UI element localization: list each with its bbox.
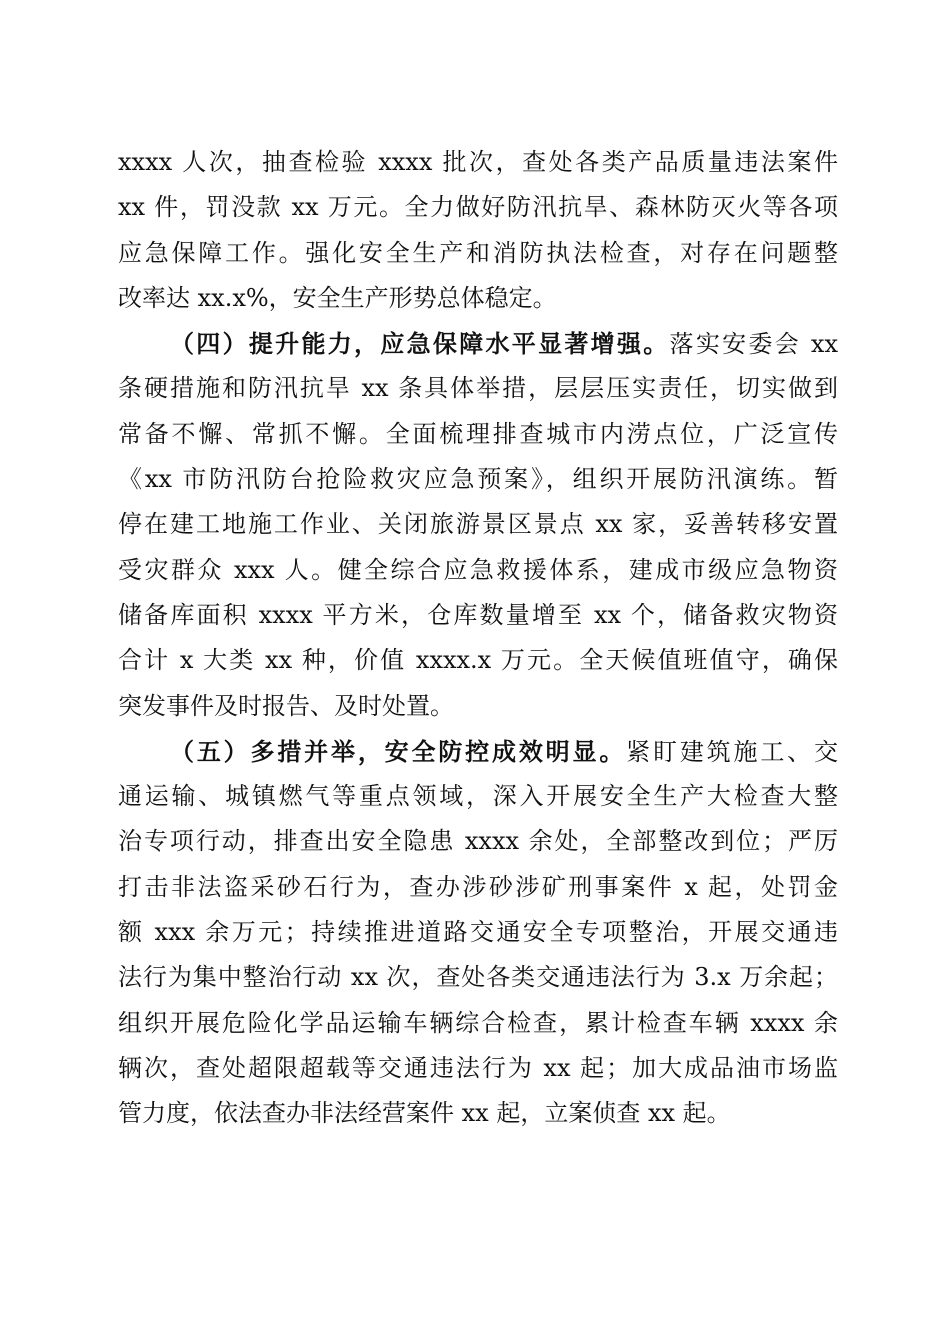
text-line: 法行为集中整治行动 xx 次，查处各类交通违法行为 3.x 万余起； — [118, 963, 838, 992]
paragraph-1 — [118, 140, 838, 321]
paragraph-first-line — [118, 321, 838, 366]
text-line: 治专项行动，排查出安全隐患 xxxx 余处，全部整改到位；严厉 — [118, 827, 838, 856]
text-line: 突发事件及时报告、及时处置。 — [118, 691, 454, 720]
text-run: 紧盯建筑施工、交 — [626, 737, 839, 766]
paragraph-3 — [118, 729, 838, 1137]
paragraph-first-line — [118, 729, 838, 774]
text-line: 应急保障工作。强化安全生产和消防执法检查，对存在问题整 — [118, 238, 838, 267]
text-line: 改率达 xx.x%，安全生产形势总体稳定。 — [118, 283, 557, 312]
paragraph-2 — [118, 321, 838, 729]
body-text — [118, 140, 838, 1137]
text-line: 《xx 市防汛防台抢险救灾应急预案》，组织开展防汛演练。暂 — [118, 465, 838, 494]
paragraph-heading: （五）多措并举，安全防控成效明显。 — [170, 736, 627, 766]
text-line: xxxx 人次，抽查检验 xxxx 批次，查处各类产品质量违法案件 — [118, 148, 838, 176]
text-line: 受灾群众 xxx 人。健全综合应急救援体系，建成市级应急物资 — [118, 555, 838, 584]
text-line: 管力度，依法查办非法经营案件 xx 起，立案侦查 xx 起。 — [118, 1099, 731, 1128]
text-line: 停在建工地施工作业、关闭旅游景区景点 xx 家，妥善转移安置 — [118, 510, 838, 539]
text-line: 打击非法盗采砂石行为，查办涉砂涉矿刑事案件 x 起，处罚金 — [118, 872, 838, 901]
text-line: 通运输、城镇燃气等重点领域，深入开展安全生产大检查大整 — [118, 782, 838, 811]
text-line: 组织开展危险化学品运输车辆综合检查，累计检查车辆 xxxx 余 — [118, 1008, 838, 1037]
paragraph-heading: （四）提升能力，应急保障水平显著增强。 — [170, 329, 670, 359]
text-line: 辆次，查处超限超载等交通违法行为 xx 起；加大成品油市场监 — [118, 1053, 838, 1082]
text-line: 常备不懈、常抓不懈。全面梳理排查城市内涝点位，广泛宣传 — [118, 419, 838, 448]
text-line: 合计 x 大类 xx 种，价值 xxxx.x 万元。全天候值班值守，确保 — [118, 646, 838, 675]
text-line: 额 xxx 余万元；持续推进道路交通安全专项整治，开展交通违 — [118, 918, 838, 947]
text-run: 落实安委会 xx — [669, 330, 838, 359]
text-line: 条硬措施和防汛抗旱 xx 条具体举措，层层压实责任，切实做到 — [118, 374, 838, 403]
text-line: xx 件，罚没款 xx 万元。全力做好防汛抗旱、森林防灭火等各项 — [118, 193, 838, 222]
text-line: 储备库面积 xxxx 平方米，仓库数量增至 xx 个，储备救灾物资 — [118, 600, 838, 629]
